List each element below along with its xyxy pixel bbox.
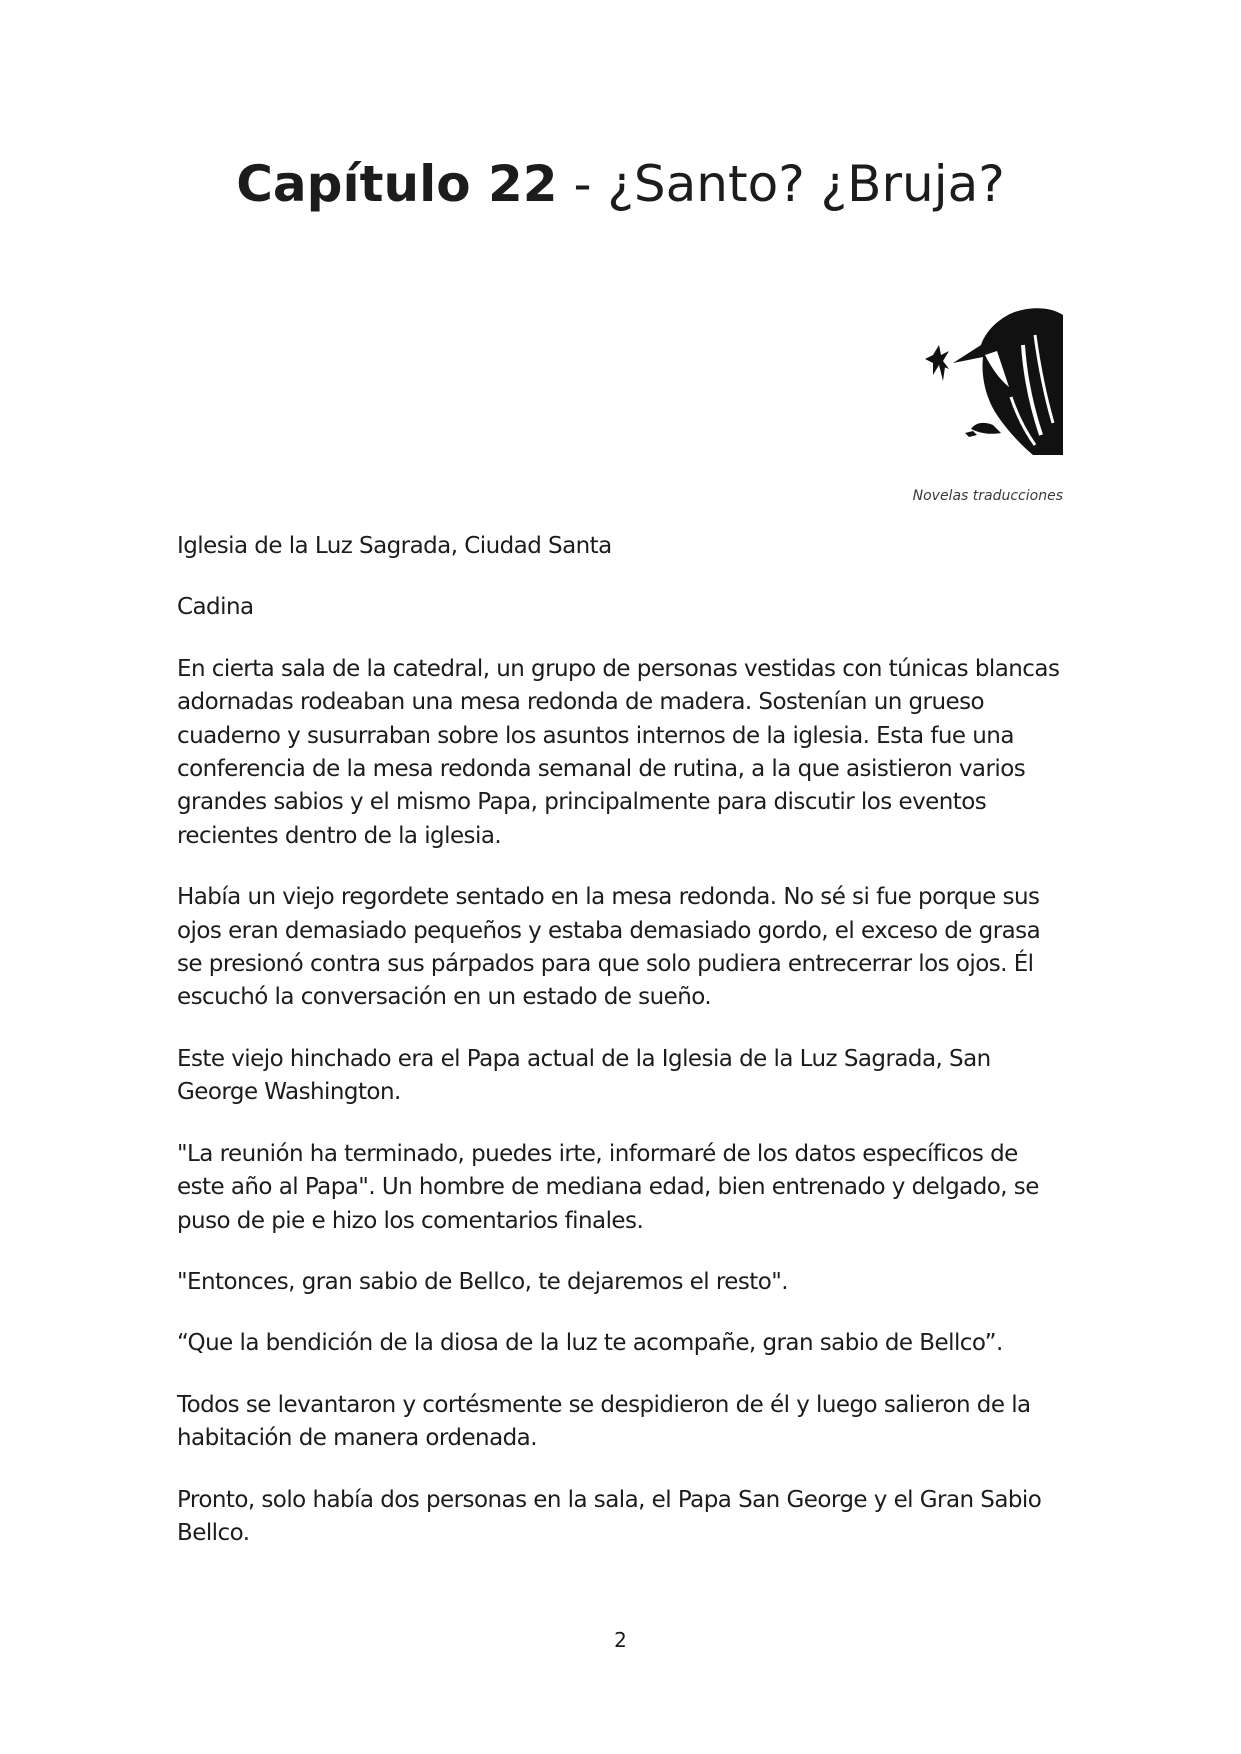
logo-caption: Novelas traducciones — [912, 488, 1063, 504]
paragraph: "Entonces, gran sabio de Bellco, te dejaremos el resto". — [177, 1268, 789, 1295]
pov-line: Cadina — [177, 594, 254, 621]
chapter-subtitle: - ¿Santo? ¿Bruja? — [557, 155, 1005, 213]
chapter-title — [0, 152, 1241, 216]
paragraph: "La reunión ha terminado, puedes irte, informaré de los datos específicos de este año al Papa". Un hombre de mediana edad, bien entrenado y delgado, se puso de pie e hizo los comentarios finales. — [177, 1140, 1039, 1234]
paragraph: Pronto, solo había dos personas en la sala, el Papa San George y el Gran Sabio Bellco. — [177, 1486, 1042, 1546]
paragraph: Este viejo hinchado era el Papa actual de la Iglesia de la Luz Sagrada, San George Washington. — [177, 1045, 991, 1106]
paragraph: En cierta sala de la catedral, un grupo de personas vestidas con túnicas blancas adornadas rodeaban una mesa redonda de madera. Sostenían un grueso cuaderno y susurraban sobre los asuntos internos de la iglesia. Esta fue una conferencia de la mesa redonda semanal de rutina, a la que asistieron varios grandes sabios y el mismo Papa, principalmente para discutir los eventos recientes dentro de la iglesia. — [177, 655, 1060, 849]
chapter-number: Capítulo 22 — [236, 155, 558, 213]
paragraph: Había un viejo regordete sentado en la mesa redonda. No sé si fue porque sus ojos eran demasiado pequeños y estaba demasiado gordo, el exceso de grasa se presionó contra sus párpados para que solo pudiera entrecerrar los ojos. Él escuchó la conversación en un estado de sueño. — [177, 884, 1041, 1011]
hooded-figure-with-bird-icon — [913, 305, 1063, 460]
location-line: Iglesia de la Luz Sagrada, Ciudad Santa — [177, 533, 612, 559]
paragraph: Todos se levantaron y cortésmente se despidieron de él y luego salieron de la habitación de manera ordenada. — [177, 1391, 1031, 1452]
page-number: 2 — [614, 1628, 627, 1652]
paragraph: “Que la bendición de la diosa de la luz te acompañe, gran sabio de Bellco”. — [177, 1330, 1003, 1357]
chapter-body — [177, 530, 1063, 1578]
